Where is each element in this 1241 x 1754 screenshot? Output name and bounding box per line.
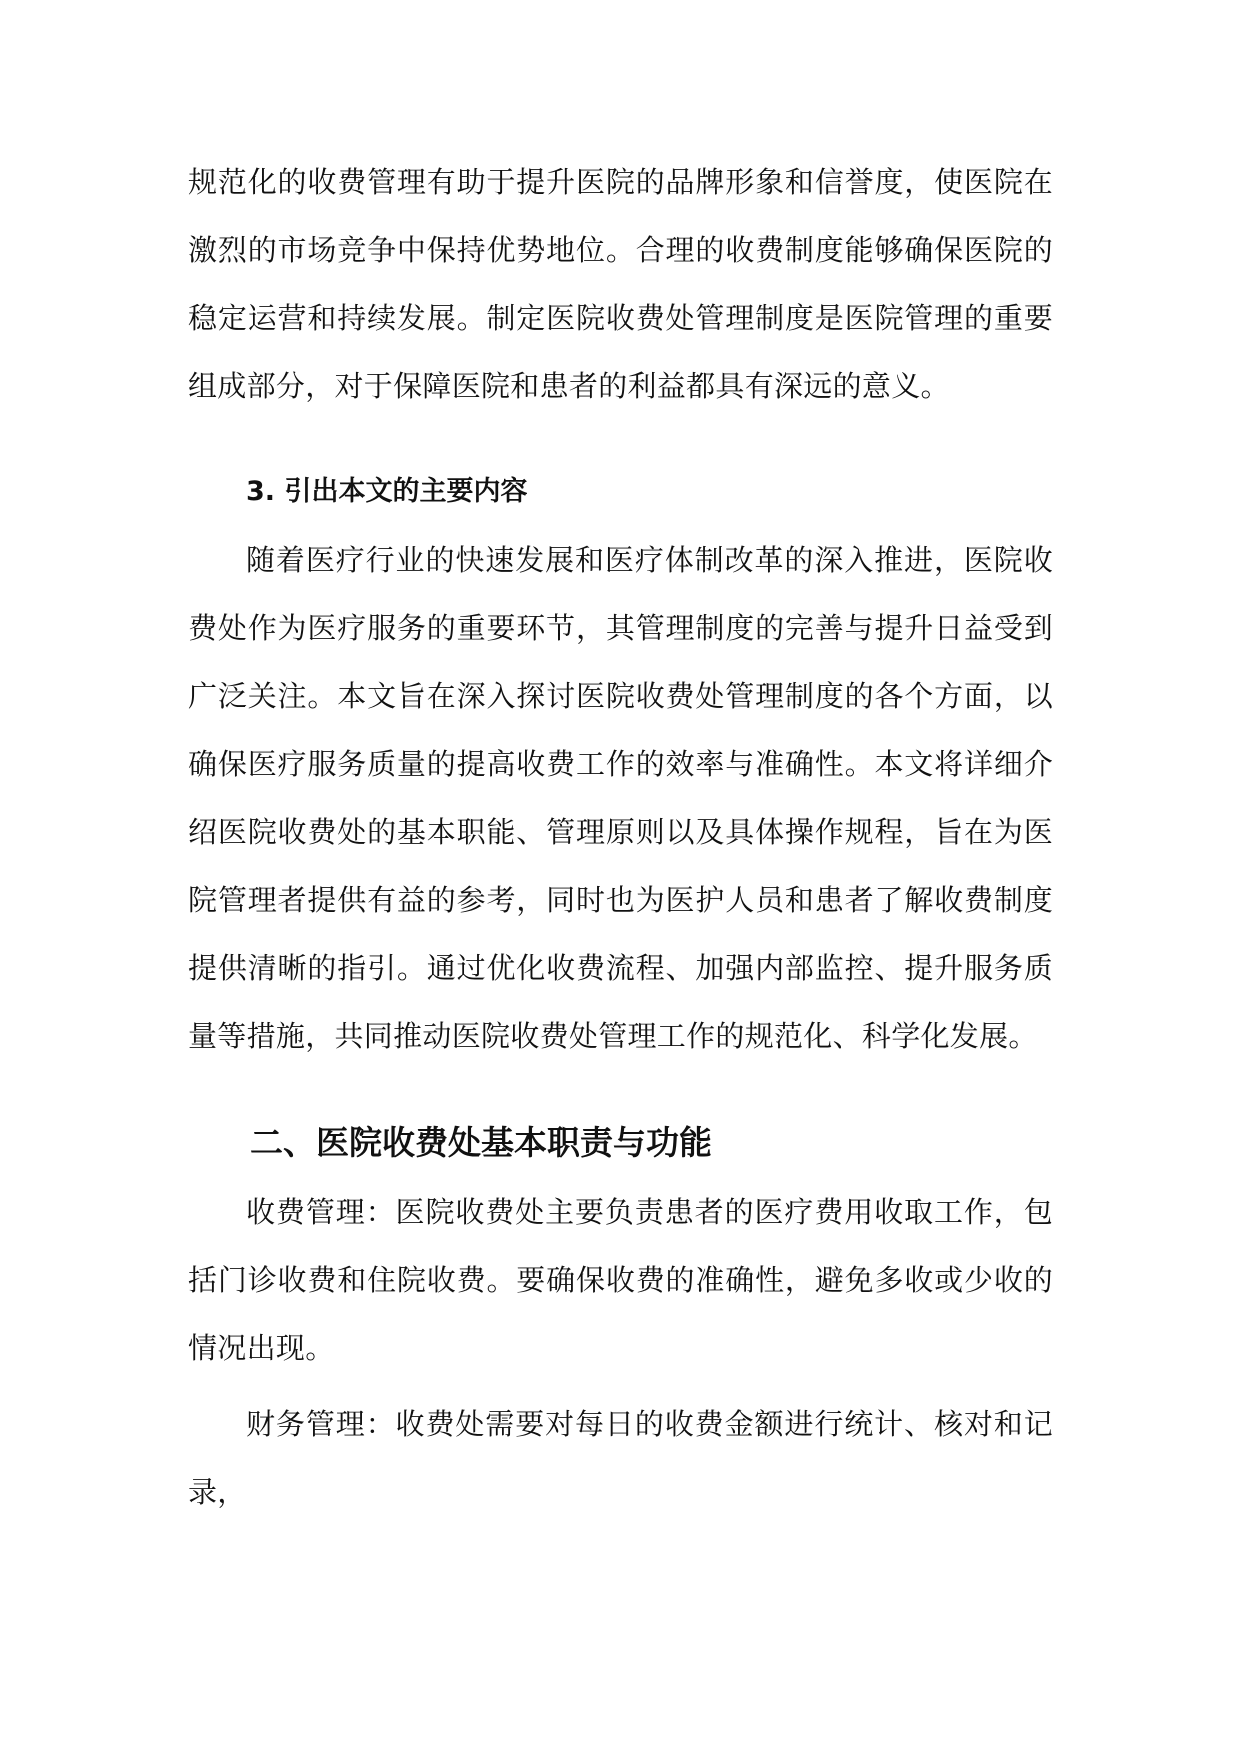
- paragraph-intro-significance: 规范化的收费管理有助于提升医院的品牌形象和信誉度，使医院在激烈的市场竞争中保持优势地位。合理的收费制度能够确保医院的稳定运营和持续发展。制定医院收费处管理制度是医院管理的重要组成部分，对于保障医院和患者的利益都具有深远的意义。: [188, 165, 1053, 403]
- subheading-main-content: 3. 引出本文的主要内容: [246, 476, 528, 507]
- document-body: [188, 148, 1053, 1526]
- paragraph-gap: [188, 1382, 1053, 1390]
- paragraph-fee-management: 收费管理：医院收费处主要负责患者的医疗费用收取工作，包括门诊收费和住院收费。要确保收费的准确性，避免多收或少收的情况出现。: [188, 1195, 1053, 1365]
- paragraph-main-content: 随着医疗行业的快速发展和医疗体制改革的深入推进，医院收费处作为医疗服务的重要环节，其管理制度的完善与提升日益受到广泛关注。本文旨在深入探讨医院收费处管理制度的各个方面，以确保医疗服务质量的提高收费工作的效率与准确性。本文将详细介绍医院收费处的基本职能、管理原则以及具体操作规程，旨在为医院管理者提供有益的参考，同时也为医护人员和患者了解收费制度提供清晰的指引。通过优化收费流程、加强内部监控、提升服务质量等措施，共同推动医院收费处管理工作的规范化、科学化发展。: [188, 543, 1053, 1053]
- paragraph-financial-management: 财务管理：收费处需要对每日的收费金额进行统计、核对和记录，: [188, 1407, 1053, 1509]
- section-heading-duties: 二、医院收费处基本职责与功能: [250, 1123, 712, 1162]
